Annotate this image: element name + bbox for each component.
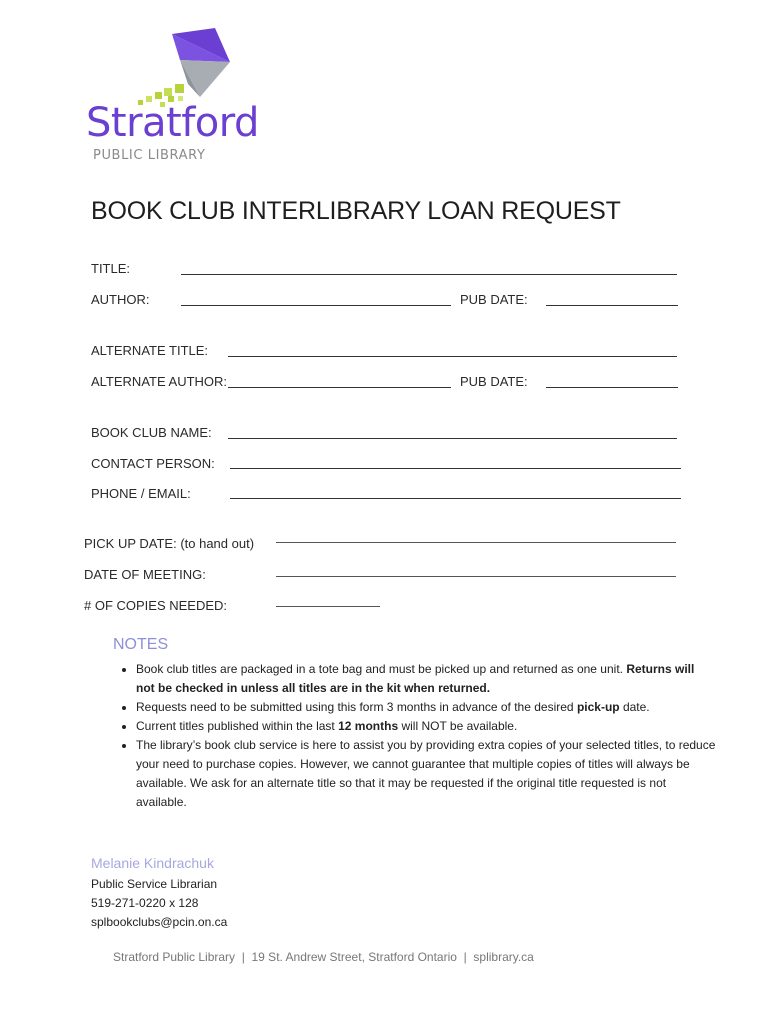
book-club-name-input-line[interactable] — [228, 438, 677, 439]
contact-person-input-line[interactable] — [230, 468, 681, 469]
author-input-line[interactable] — [181, 305, 451, 306]
contact-person-label: CONTACT PERSON: — [91, 456, 215, 471]
logo-wordmark: Stratford — [86, 100, 259, 146]
pick-up-date-input-line[interactable] — [276, 542, 676, 543]
list-item: • Current titles published within the last 12 months will NOT be available. — [136, 717, 716, 736]
author-label: AUTHOR: — [91, 292, 150, 307]
page-footer: Stratford Public Library | 19 St. Andrew Street, Stratford Ontario | splibrary.ca — [113, 950, 534, 964]
alternate-pub-date-label: PUB DATE: — [460, 374, 528, 389]
phone-email-label: PHONE / EMAIL: — [91, 486, 191, 501]
page-title: BOOK CLUB INTERLIBRARY LOAN REQUEST — [91, 197, 621, 225]
contact-name: Melanie Kindrachuk — [91, 855, 214, 871]
notes-heading: NOTES — [113, 636, 169, 653]
pub-date-label: PUB DATE: — [460, 292, 528, 307]
copies-needed-label: # OF COPIES NEEDED: — [84, 598, 228, 613]
logo-subtitle: PUBLIC LIBRARY — [93, 148, 206, 163]
pub-date-input-line[interactable] — [546, 305, 678, 306]
copies-needed-input-line[interactable] — [276, 606, 380, 607]
title-label: TITLE: — [91, 261, 131, 276]
alternate-title-label: ALTERNATE TITLE: — [91, 343, 209, 358]
list-item: • Book club titles are packaged in a tote bag and must be picked up and returned as one unit. Returns will not be checked in unless all titles are in the kit when returned. — [136, 660, 716, 698]
list-item: • The library’s book club service is here to assist you by providing extra copies of your selected titles, to reduce your need to purchase copies. However, we cannot guarantee that multiple copies of titles will always be available. We ask for an alternate title so that it may be requested if the original title requested is not available. — [136, 736, 716, 812]
alternate-title-input-line[interactable] — [228, 356, 677, 357]
date-of-meeting-label: DATE OF MEETING: — [84, 567, 206, 582]
contact-email[interactable]: splbookclubs@pcin.on.ca — [91, 915, 228, 929]
alternate-author-label: ALTERNATE AUTHOR: — [91, 374, 228, 389]
phone-email-input-line[interactable] — [230, 498, 681, 499]
title-input-line[interactable] — [181, 274, 677, 275]
notes-list — [114, 660, 716, 812]
book-club-name-label: BOOK CLUB NAME: — [91, 425, 212, 440]
alternate-pub-date-input-line[interactable] — [546, 387, 678, 388]
contact-role: Public Service Librarian — [91, 877, 218, 891]
date-of-meeting-input-line[interactable] — [276, 576, 676, 577]
contact-phone: 519-271-0220 x 128 — [91, 896, 199, 910]
alternate-author-input-line[interactable] — [228, 387, 451, 388]
list-item: • Requests need to be submitted using this form 3 months in advance of the desired pick-up date. — [136, 698, 716, 717]
pick-up-date-label: PICK UP DATE: (to hand out) — [84, 536, 255, 551]
